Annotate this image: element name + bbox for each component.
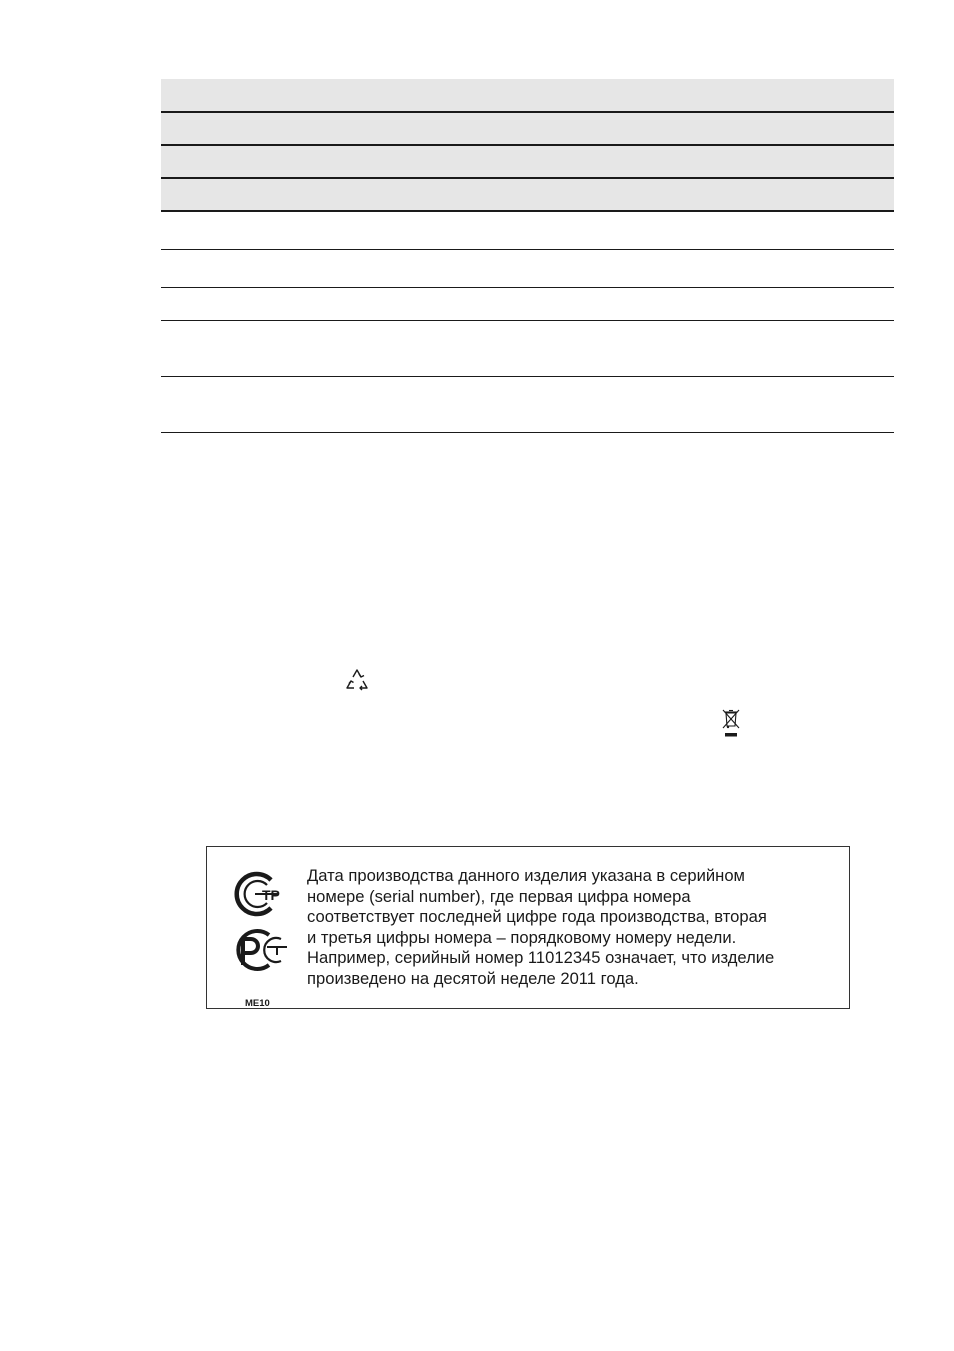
table-row [161, 179, 894, 212]
spec-table [161, 79, 894, 433]
notice-line: и третья цифры номера – порядковому номеру недели. [307, 927, 737, 947]
recycle-icon [342, 668, 372, 694]
certification-box [206, 846, 850, 1009]
eac-tr-mark [231, 869, 293, 919]
table-row [161, 288, 894, 321]
table-row [161, 113, 894, 146]
pct-gost-mark [231, 925, 293, 975]
table-row [161, 146, 894, 179]
crossed-out-bin-icon [721, 707, 741, 739]
table-row [161, 250, 894, 288]
table-row [161, 79, 894, 113]
table-row [161, 212, 894, 250]
notice-line: произведено на десятой неделе 2011 года. [307, 968, 639, 988]
notice-line: Например, серийный номер 11012345 означает, что изделие [307, 948, 775, 968]
notice-line: соответствует последней цифре года производства, вторая [307, 907, 767, 927]
notice-line: номере (serial number), где первая цифра номера [307, 886, 691, 906]
certification-marks [231, 869, 291, 1009]
table-row [161, 321, 894, 377]
notice-line: Дата производства данного изделия указана в серийном [307, 866, 745, 885]
production-date-notice [307, 866, 837, 990]
svg-text:ТР: ТР [262, 887, 280, 903]
table-row [161, 377, 894, 433]
mark-code: ME10 [245, 998, 270, 1009]
